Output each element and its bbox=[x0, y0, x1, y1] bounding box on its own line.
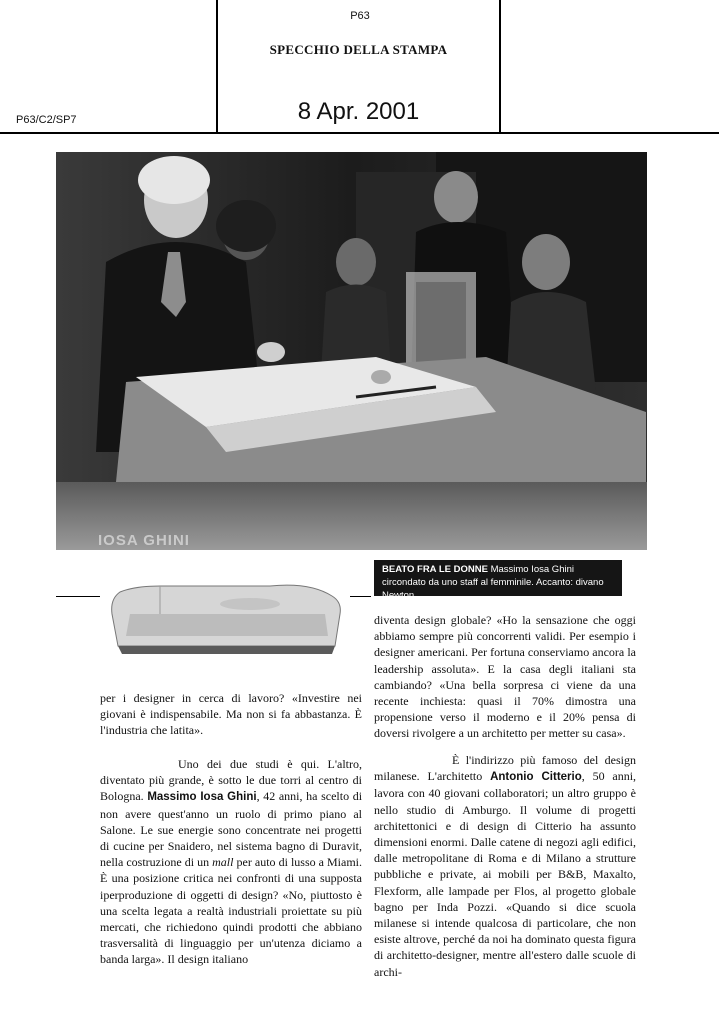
clipping-header bbox=[0, 0, 719, 134]
photo-caption bbox=[374, 560, 622, 601]
paragraph-text: , 50 anni, lavora con 40 giovani collaboratori; un altro gruppo è nello studio di Amburgo. Il volume di progetti architettonici e di design di Citterio ha assunto dimensioni enormi. Dalle catene di negozi agli edifici, dalle metropolitane di Roma e di Milano a strutture pubbliche e private, ai mobili per B&B, Maxalto, Flexform, alle lampade per Flos, al progetto globale bagno per Inda Pozzi. «Quando si dice scuola milanese si intende qualcosa di particolare, che non esiste altrove, perché da noi ha dominato questa figura di architetto-designer, mentre all'estero dalle scuole di archi- bbox=[374, 769, 637, 979]
paragraph: per i designer in cerca di lavoro? «Investire nei giovani è indispensabile. Ma non si fa abbastanza. È l'industria che latita». bbox=[100, 691, 362, 738]
paragraph-text: È l'indirizzo più famoso del design milanese. L'architetto bbox=[374, 753, 636, 784]
article-left-section bbox=[100, 756, 362, 968]
paragraph-text: per auto di lusso a Miami. È una posizione critica nei confronti di una supposta iperproduzione di oggetti di design? «No, piuttosto è una scelta legata a realtà industriali proiettate su più mercati, che richiedono quindi prodotti che abbiano trasversalità di linguaggio per un'utenza diciamo a banda larga». Il design italiano bbox=[100, 855, 363, 967]
newspaper-masthead: SPECCHIO DELLA STAMPA bbox=[269, 42, 448, 57]
paragraph: diventa design globale? «Ho la sensazione che oggi abbiamo sempre più concorrenti validi. Per esempio i designer americani. Per fortuna conserviamo ancora la leadership assoluta». E la casa degli italiani sta cambiando? «Una bella sorpresa ci viene da una recente inchiesta: quasi il 70% dimostra una propensione verso il moderno e il 20% pensa di doversi rivolgere a un architetto per metter su casa». bbox=[374, 613, 636, 741]
group-photo bbox=[56, 152, 647, 550]
header-divider-right bbox=[499, 0, 501, 132]
article-right-section bbox=[374, 752, 636, 980]
paragraph bbox=[374, 752, 636, 980]
header-bottom-rule bbox=[0, 132, 719, 134]
group-photo-image bbox=[56, 152, 647, 550]
article-left-top bbox=[100, 690, 362, 739]
page-code: P63 bbox=[350, 10, 370, 22]
paragraph-text: Uno dei due studi è qui. L'altro, diventato più grande, è sotto le due torri al centro di Bologna. bbox=[100, 757, 362, 804]
paragraph bbox=[100, 756, 362, 968]
article-right-top bbox=[374, 612, 636, 742]
publication-date: 8 Apr. 2001 bbox=[297, 98, 420, 125]
clipping-reference: P63/C2/SP7 bbox=[16, 114, 77, 126]
italic-term: mall bbox=[212, 855, 234, 870]
caption-text: Massimo Iosa Ghini circondato da uno staff al femminile. Accanto: divano Newton bbox=[382, 564, 604, 601]
person-name: Antonio Citterio bbox=[490, 771, 582, 784]
sofa-image bbox=[100, 574, 350, 664]
paragraph-text: , 42 anni, ha scelto di non avere quest'anno un ruolo di primo piano al Salone. Le sue energie sono concentrate nei progetti di cucine per Snaidero, nel sistema bagno di Duravit, nella costruzione di un bbox=[100, 789, 363, 870]
photo-overlay-label: IOSA GHINI bbox=[98, 532, 190, 549]
person-name: Massimo Iosa Ghini bbox=[147, 791, 257, 804]
caption-lead: BEATO FRA LE DONNE bbox=[382, 564, 488, 575]
